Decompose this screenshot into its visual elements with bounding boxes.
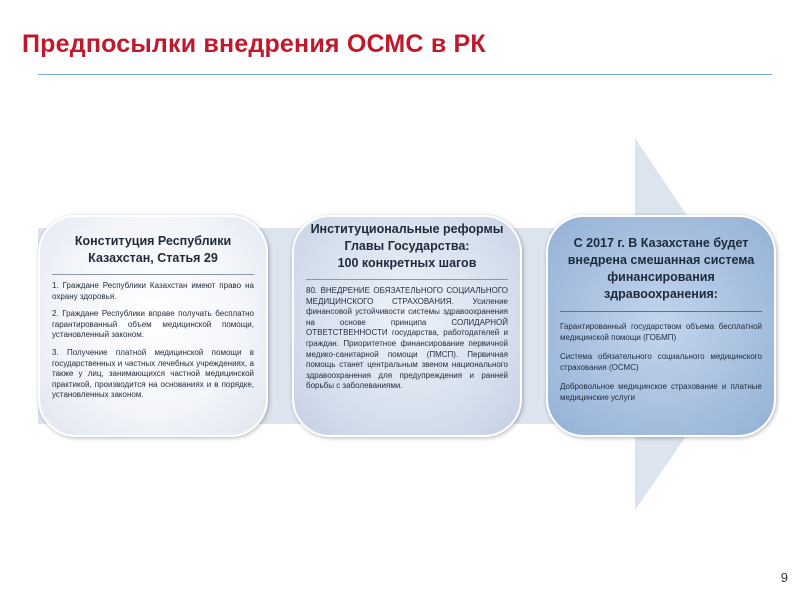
constitution-card — [38, 215, 268, 437]
card-title-line: Казахстан, Статья 29 — [88, 251, 218, 265]
card-title-line: 100 конкретных шагов — [337, 256, 477, 270]
reforms-card — [292, 215, 522, 437]
card-paragraph: 80. ВНЕДРЕНИЕ ОБЯЗАТЕЛЬНОГО СОЦИАЛЬНОГО МЕДИЦИНСКОГО СТРАХОВАНИЯ. Усиление финансовой устойчивости системы здравоохранения на основе принципа СОЛИДАРНОЙ ОТВЕТСТВЕННОСТИ государства, работодателей и граждан. Приоритетное финансирование первичной медико-санитарной помощи (ПМСП). Первичная помощь станет центральным звеном национального здравоохранения для предупреждения и ранней борьбы с заболеваниями. — [306, 286, 508, 391]
constitution-card-title — [52, 233, 254, 267]
card-paragraph: Добровольное медицинское страхование и платные медицинские услуги — [560, 382, 762, 402]
card-paragraph: 3. Получение платной медицинской помощи в государственных и частных лечебных учреждениях, а также у лиц, занимающихся частной медицинской практикой, производится на основаниях и в порядке, установленных законом. — [52, 347, 254, 400]
page-title: Предпосылки внедрения ОСМС в РК — [22, 30, 486, 58]
card-divider — [52, 274, 254, 275]
card-paragraph: Система обязательного социального медицинского страхования (ОСМС) — [560, 352, 762, 372]
card-title-line: внедрена смешанная система — [567, 253, 755, 267]
page-number: 9 — [780, 570, 788, 585]
card-paragraph: 1. Граждане Республики Казахстан имеют право на охрану здоровья. — [52, 281, 254, 301]
card-title-line: финансирования — [607, 270, 715, 284]
financing-card — [546, 215, 776, 437]
card-divider — [560, 311, 762, 312]
card-paragraph: 2. Граждане Республики вправе получать бесплатно гарантированный объем медицинской помощи, установленный законом. — [52, 309, 254, 340]
reforms-card-title — [306, 221, 508, 272]
card-title-line: Главы Государства: — [344, 239, 470, 253]
financing-card-title — [560, 235, 762, 303]
card-title-line: С 2017 г. В Казахстане будет — [573, 236, 749, 250]
card-divider — [306, 279, 508, 280]
card-paragraph: Гарантированный государством объема бесплатной медицинской помощи (ГОБМП) — [560, 322, 762, 342]
card-title-line: Институциональные реформы — [310, 222, 504, 236]
card-title-line: Конституция Республики — [74, 234, 232, 248]
card-title-line: здравоохранения: — [604, 287, 718, 301]
